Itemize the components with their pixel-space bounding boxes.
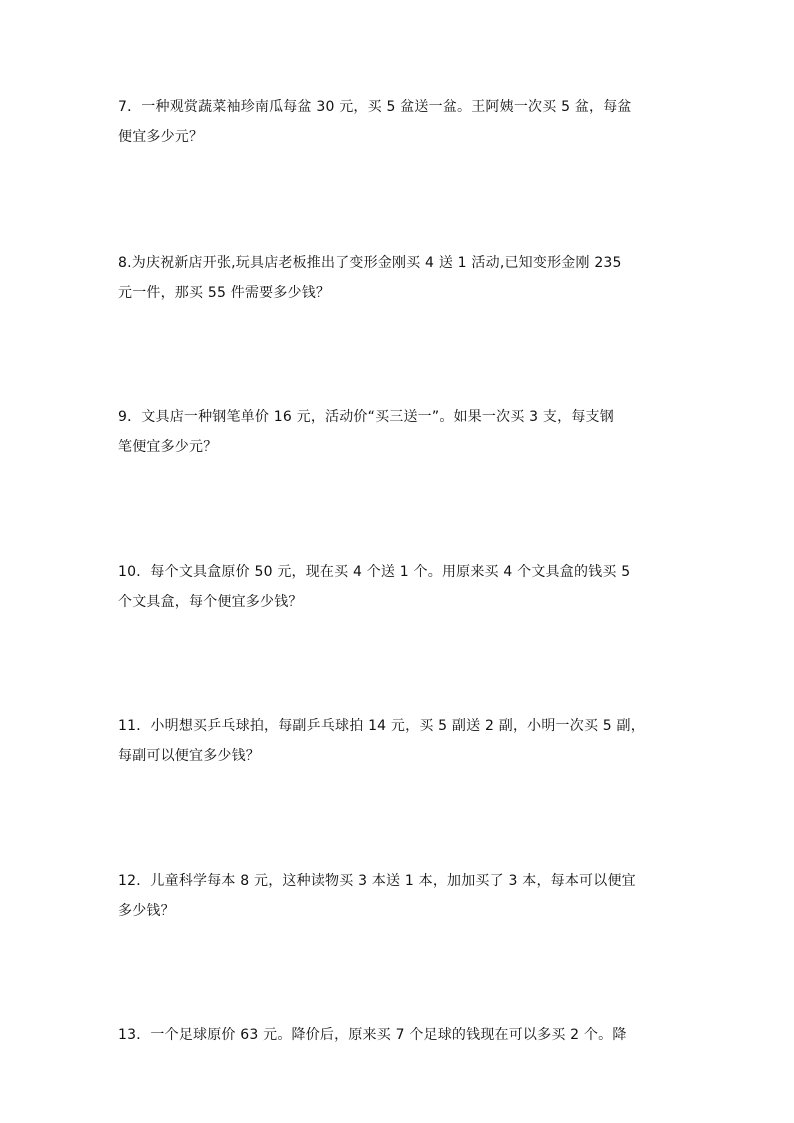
problem-11	[118, 711, 684, 771]
problem-8-line-2: 元一件，那买 55 件需要多少钱？	[118, 285, 331, 301]
problem-9	[118, 402, 684, 462]
problem-7-line-1: 7．一种观赏蔬菜袖珍南瓜每盆 30 元，买 5 盆送一盆。王阿姨一次买 5 盆，每盆	[118, 99, 632, 115]
problem-11-line-2: 每副可以便宜多少钱？	[118, 748, 260, 764]
problem-10-line-2: 个文具盒，每个便宜多少钱？	[118, 594, 303, 610]
problem-12-line-1: 12．儿童科学每本 8 元，这种读物买 3 本送 1 本，加加买了 3 本，每本可以便宜	[118, 873, 636, 889]
problem-9-line-2: 笔便宜多少元？	[118, 439, 218, 455]
problem-7	[118, 92, 684, 152]
problem-13	[118, 1020, 684, 1050]
problem-12	[118, 866, 684, 926]
problem-12-line-2: 多少钱？	[118, 903, 175, 919]
problem-10	[118, 557, 684, 617]
problem-9-line-1: 9．文具店一种钢笔单价 16 元，活动价“买三送一”。如果一次买 3 支，每支钢	[118, 409, 614, 425]
problem-13-line-1: 13．一个足球原价 63 元。降价后，原来买 7 个足球的钱现在可以多买 2 个。降	[118, 1027, 627, 1043]
problem-11-line-1: 11．小明想买乒乓球拍，每副乒乓球拍 14 元，买 5 副送 2 副，小明一次买 5 副，	[118, 718, 645, 734]
problem-8-line-1: 8.为庆祝新店开张,玩具店老板推出了变形金刚买 4 送 1 活动,已知变形金刚 235	[118, 255, 622, 271]
problem-10-line-1: 10．每个文具盒原价 50 元，现在买 4 个送 1 个。用原来买 4 个文具盒的钱买 5	[118, 564, 631, 580]
problem-8	[118, 248, 684, 308]
problem-7-line-2: 便宜多少元？	[118, 129, 204, 145]
